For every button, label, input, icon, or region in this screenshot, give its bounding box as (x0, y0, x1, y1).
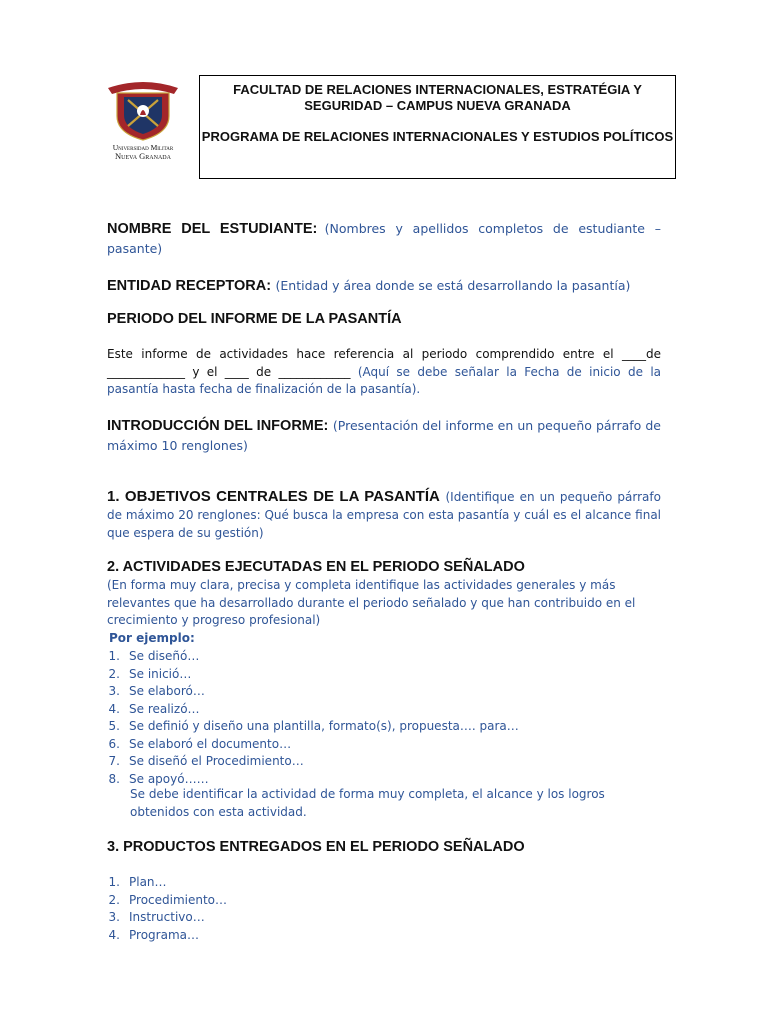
list-item (98, 927, 652, 945)
list-item (98, 701, 652, 719)
introduction-note: (Presentación del informe en un pequeño párrafo de máximo 10 renglones) (107, 418, 661, 453)
activities-closing: Se debe identificar la actividad de forma muy completa, el alcance y los logros obtenidos con esta actividad. (130, 787, 605, 819)
list-item-number: 7. (108, 754, 120, 768)
list-item-text: Se diseñó el Procedimiento… (129, 754, 304, 768)
student-name-label: NOMBRE DEL ESTUDIANTE: (107, 221, 318, 237)
list-item (98, 909, 652, 927)
list-item (98, 874, 652, 892)
list-item-number: 3. (108, 684, 120, 698)
period-note: (Aquí se debe señalar la Fecha de inicio de la pasantía hasta fecha de finalización de la pasantía). (107, 364, 662, 396)
list-item-number: 4. (108, 701, 120, 716)
list-item-number: 1. (108, 649, 120, 663)
list-item-text: Programa… (129, 927, 199, 942)
activities-list (98, 648, 652, 788)
period-paragraph (107, 346, 661, 399)
receiving-entity-section (107, 276, 661, 296)
list-item-text: Plan… (129, 875, 167, 889)
period-heading: PERIODO DEL INFORME DE LA PASANTÍA (107, 311, 402, 327)
products-heading: 3. PRODUCTOS ENTREGADOS EN EL PERIODO SEÑALADO (107, 839, 525, 855)
list-item-number: 5. (108, 719, 120, 733)
objectives-section (107, 488, 661, 542)
list-item (98, 736, 652, 754)
list-item (98, 648, 652, 666)
list-item-text: Se apoyó…… (129, 771, 209, 786)
student-name-section (107, 219, 661, 258)
list-item-text: Se inició… (129, 666, 192, 681)
list-item-number: 1. (108, 875, 120, 889)
logo-text (100, 143, 186, 161)
period-text: Este informe de actividades hace referencia al periodo comprendido entre el ____de _____________ y el ____ de ____________ (107, 347, 661, 379)
logo-line-1: Universidad Militar (112, 143, 174, 152)
list-item-text: Instructivo… (129, 910, 205, 924)
list-item (98, 683, 652, 701)
list-item-number: 6. (108, 736, 120, 751)
list-item-text: Procedimiento… (129, 892, 228, 907)
list-item-text: Se definió y diseño una plantilla, formato(s), propuesta…. para… (129, 719, 519, 733)
student-name-note: (Nombres y apellidos completos de estudiante – pasante) (107, 221, 661, 256)
activities-note: (En forma muy clara, precisa y completa identifique las actividades generales y más relevantes que ha desarrollado durante el periodo señalado y que han contribuido en el crecimiento y progreso profesional) (107, 578, 636, 627)
list-item-number: 3. (108, 910, 120, 924)
faculty-title: FACULTAD DE RELACIONES INTERNACIONALES, ESTRATÉGIA Y SEGURIDAD – CAMPUS NUEVA GRANADA (233, 82, 642, 113)
list-item-text: Se realizó… (129, 701, 200, 716)
list-item (98, 718, 652, 736)
list-item-number: 8. (108, 771, 120, 786)
list-item-number: 2. (108, 892, 120, 907)
university-shield-icon (104, 78, 182, 142)
list-item-text: Se elaboró el documento… (129, 736, 292, 751)
list-item (98, 892, 652, 910)
example-label: Por ejemplo: (109, 631, 195, 645)
logo-line-2: Nueva Granada (115, 151, 171, 161)
list-item (98, 753, 652, 771)
objectives-note: (Identifique en un pequeño párrafo de máximo 20 renglones: Qué busca la empresa con esta pasantía y cuál es el alcance final que espera de su gestión) (107, 490, 661, 540)
activities-heading: 2. ACTIVIDADES EJECUTADAS EN EL PERIODO SEÑALADO (107, 559, 525, 575)
products-list (98, 874, 652, 944)
objectives-label: 1. OBJETIVOS CENTRALES DE LA PASANTÍA (107, 488, 440, 505)
list-item-number: 4. (108, 927, 120, 942)
list-item-text: Se elaboró… (129, 684, 205, 698)
receiving-entity-label: ENTIDAD RECEPTORA: (107, 278, 272, 294)
receiving-entity-note: (Entidad y área donde se está desarrollando la pasantía) (275, 278, 631, 293)
program-title: PROGRAMA DE RELACIONES INTERNACIONALES Y ESTUDIOS POLÍTICOS (201, 129, 674, 144)
list-item-text: Se diseñó… (129, 649, 200, 663)
header-box (199, 75, 676, 179)
introduction-section (107, 416, 661, 455)
list-item-number: 2. (108, 666, 120, 681)
list-item (98, 666, 652, 684)
introduction-label: INTRODUCCIÓN DEL INFORME: (107, 418, 329, 434)
